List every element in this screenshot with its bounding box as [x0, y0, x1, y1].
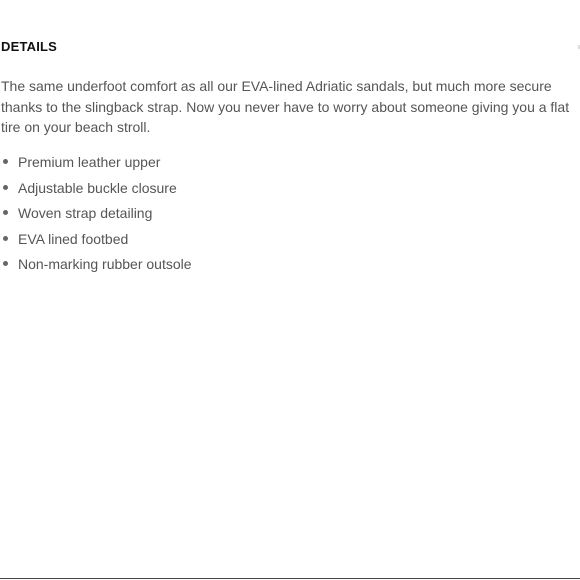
feature-text: Adjustable buckle closure — [18, 179, 177, 196]
feature-list — [0, 152, 192, 280]
feature-list-item — [0, 152, 192, 178]
feature-list-item — [0, 254, 192, 280]
bullet-icon — [3, 210, 8, 215]
bullet-icon — [3, 159, 8, 164]
feature-text: EVA lined footbed — [18, 230, 129, 247]
feature-text: Woven strap detailing — [18, 205, 153, 222]
feature-text: Non-marking rubber outsole — [18, 256, 192, 273]
feature-list-item — [0, 203, 192, 229]
product-description: The same underfoot comfort as all our EVA-lined Adriatic sandals, but much more secure thanks to the slingback strap. Now you never have to worry about someone giving you a flat tire on your beach stroll. — [1, 78, 570, 135]
feature-text: Premium leather upper — [18, 154, 161, 170]
bullet-icon — [3, 236, 8, 241]
details-heading: DETAILS — [1, 39, 58, 54]
bottom-divider — [0, 578, 580, 579]
feature-list-item — [0, 178, 192, 204]
bullet-icon — [3, 185, 8, 190]
bullet-icon — [3, 261, 8, 266]
feature-list-item — [0, 229, 192, 255]
